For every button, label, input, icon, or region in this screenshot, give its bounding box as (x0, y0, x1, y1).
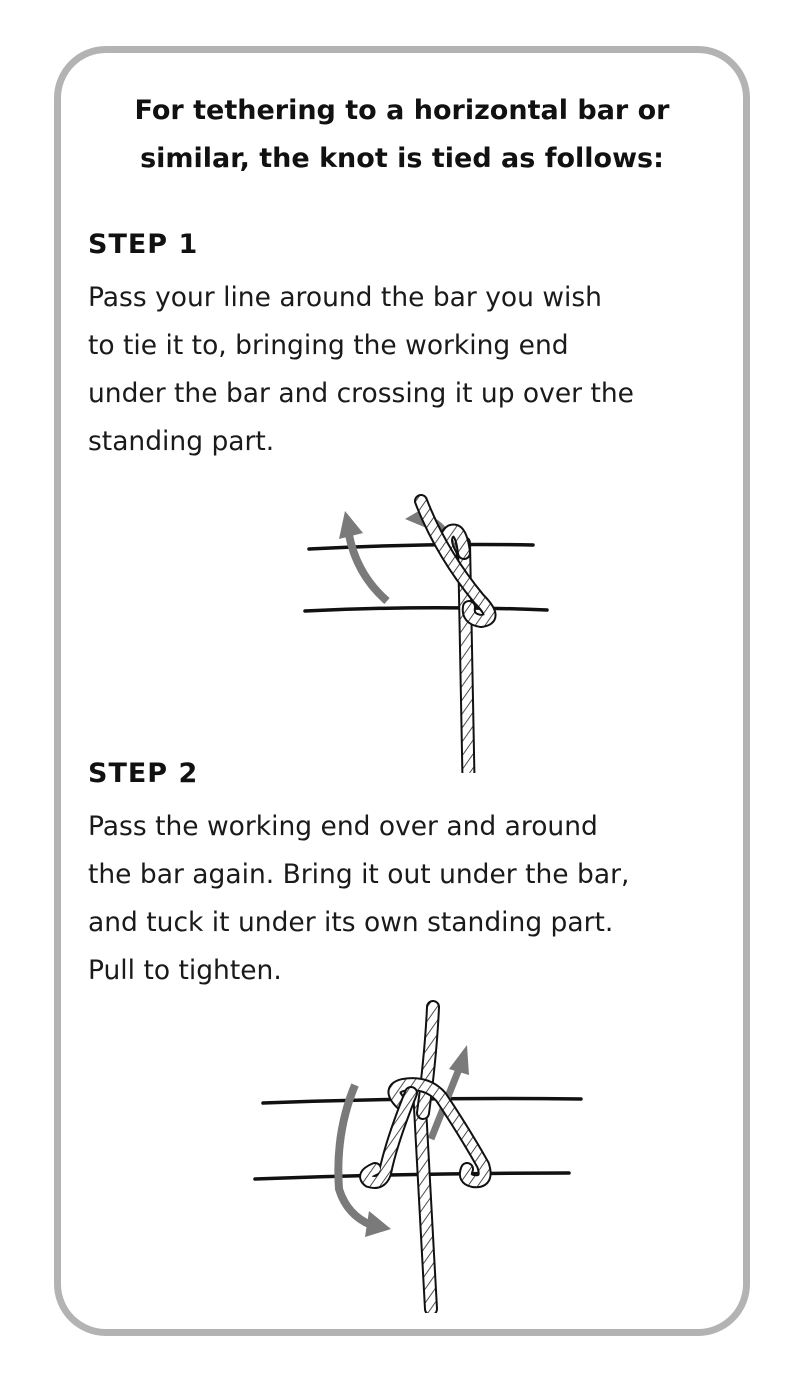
rope-knot-step2-illustration (251, 993, 591, 1313)
card-heading: For tethering to a horizontal bar or similar, the knot is tied as follows: (134, 95, 670, 174)
rope-knot-step1-illustration (301, 483, 551, 773)
instruction-card (54, 46, 750, 1336)
step-2-text: Pass the working end over and around the bar again. Bring it out under the bar, and tuck it under its own standing part. Pull to tighten. (88, 811, 630, 986)
step-1-text: Pass your line around the bar you wish to tie it to, bringing the working end under the bar and crossing it up over the standing part. (88, 282, 634, 457)
step-1-title: STEP 1 (88, 229, 199, 260)
step-2-title: STEP 2 (88, 758, 199, 789)
